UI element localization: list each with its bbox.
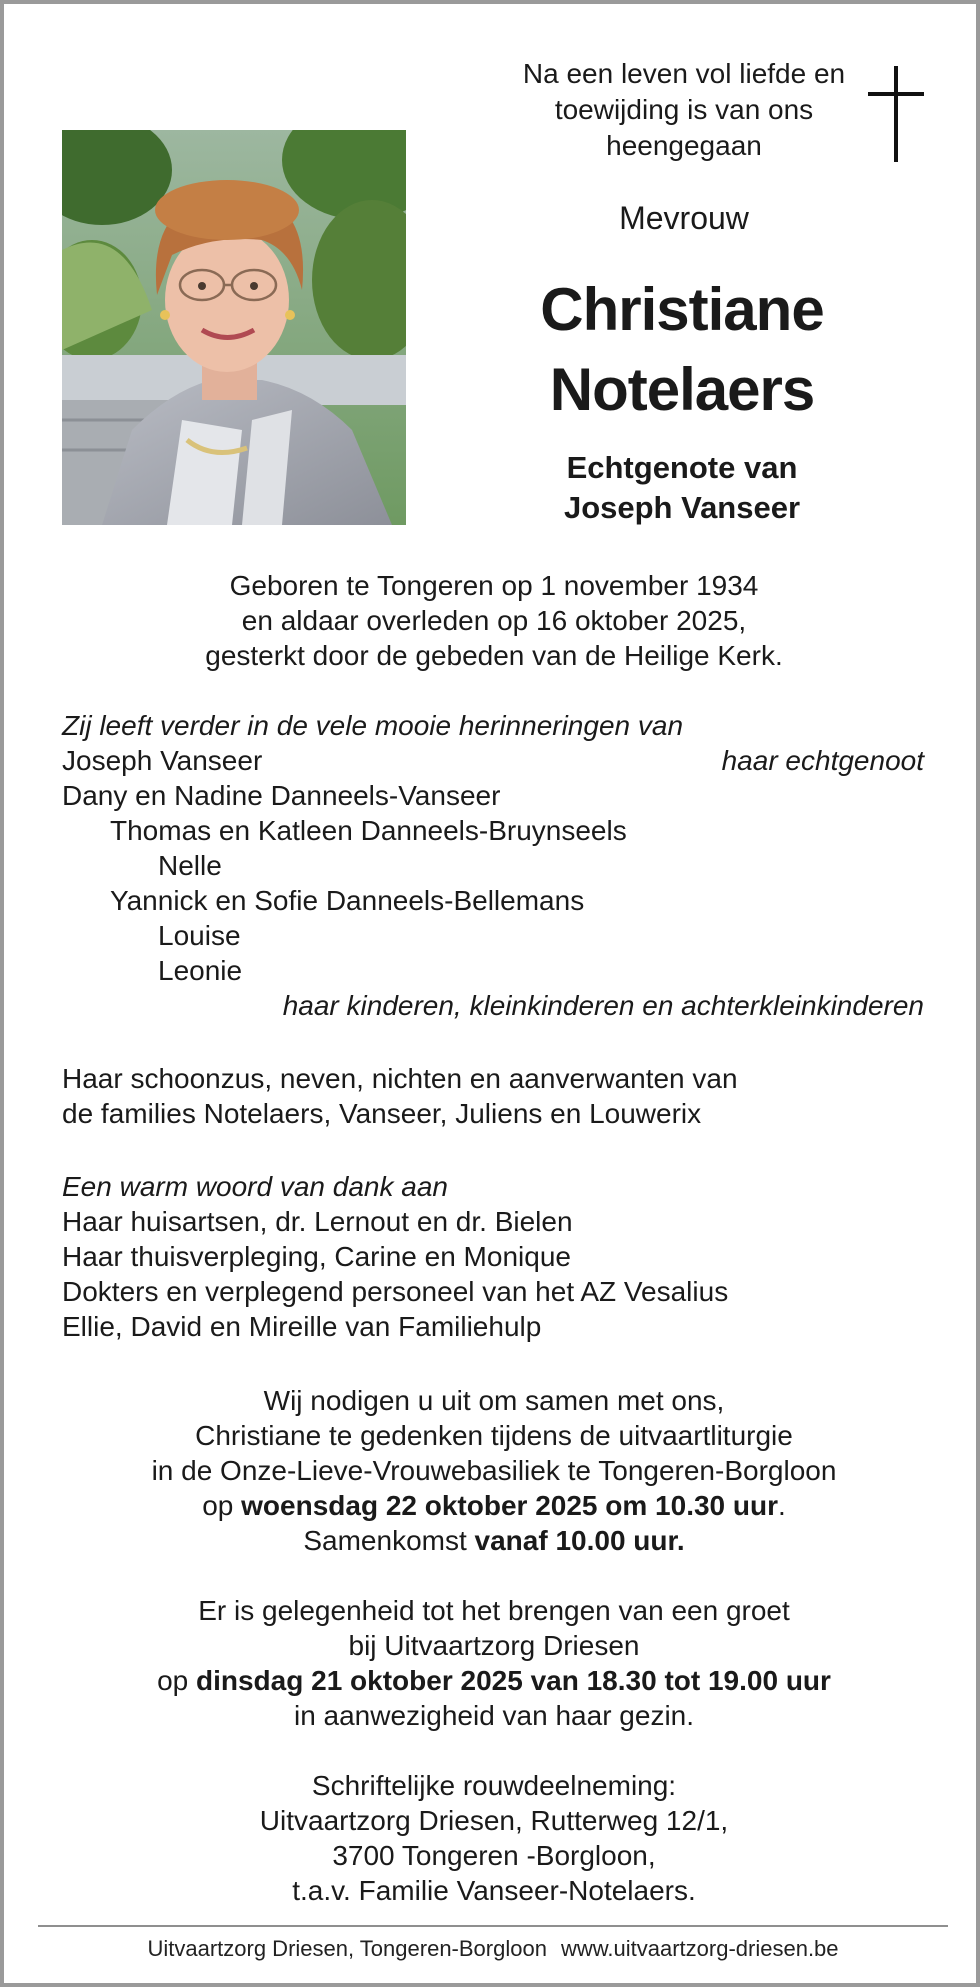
visitation-line: bij Uitvaartzorg Driesen xyxy=(348,1630,640,1661)
text-prefix: Samenkomst xyxy=(303,1525,475,1556)
thanks-line: Dokters en verplegend personeel van het AZ Vesalius xyxy=(62,1276,729,1307)
birth-line: Geboren te Tongeren op 1 november 1934 xyxy=(229,570,759,601)
condolence-line: 3700 Tongeren -Borgloon, xyxy=(332,1840,656,1871)
family-member: Louise xyxy=(158,920,241,951)
last-name: Notelaers xyxy=(549,356,815,423)
visitation-line: in aanwezigheid van haar gezin. xyxy=(293,1700,695,1731)
portrait-photo xyxy=(62,130,406,525)
relatives-line: de families Notelaers, Vanseer, Juliens en Louwerix xyxy=(62,1098,702,1129)
condolence-line: Uitvaartzorg Driesen, Rutterweg 12/1, xyxy=(259,1805,729,1836)
relatives-section xyxy=(62,1061,942,1131)
condolence-line: t.a.v. Familie Vanseer-Notelaers. xyxy=(292,1875,696,1906)
deceased-name xyxy=(482,270,882,430)
funeral-invitation xyxy=(44,1383,944,1558)
text-suffix: . xyxy=(778,1490,786,1521)
family-member: Leonie xyxy=(158,955,243,986)
relation-label: haar kinderen, kleinkinderen en achterkleinkinderen xyxy=(282,990,924,1021)
death-line: en aldaar overleden op 16 oktober 2025, xyxy=(241,605,747,636)
spouse-row xyxy=(62,743,924,778)
thanks-heading: Een warm woord van dank aan xyxy=(62,1171,448,1202)
visitation-line: Er is gelegenheid tot het brengen van een groet xyxy=(198,1595,790,1626)
relatives-line: Haar schoonzus, neven, nichten en aanverwanten van xyxy=(62,1063,738,1094)
spouse-info xyxy=(482,448,882,528)
intro-line: toewijding is van ons xyxy=(554,94,814,125)
intro-line: Na een leven vol liefde en xyxy=(522,58,846,89)
thanks-section xyxy=(62,1169,942,1344)
spouse-label: Echtgenote van xyxy=(566,450,798,485)
church-line: gesterkt door de gebeden van de Heilige Kerk. xyxy=(205,640,783,671)
intro-text xyxy=(424,56,944,164)
text-prefix: op xyxy=(202,1490,242,1521)
first-name: Christiane xyxy=(540,276,824,343)
thanks-line: Haar huisartsen, dr. Lernout en dr. Bielen xyxy=(62,1206,573,1237)
intro-line: heengegaan xyxy=(606,130,762,161)
text-prefix: op xyxy=(157,1665,196,1696)
salutation: Mevrouw xyxy=(619,200,749,236)
relation-label: haar echtgenoot xyxy=(721,745,924,776)
family-member: Nelle xyxy=(158,850,222,881)
family-member: Dany en Nadine Danneels-Vanseer xyxy=(62,780,501,811)
thanks-line: Haar thuisverpleging, Carine en Monique xyxy=(62,1241,571,1272)
visitation-info xyxy=(44,1593,944,1733)
family-member: Joseph Vanseer xyxy=(62,745,263,776)
visitation-date-line xyxy=(44,1663,944,1698)
invitation-line: Wij nodigen u uit om samen met ons, xyxy=(263,1385,725,1416)
condolence-address xyxy=(44,1768,944,1908)
family-heading: Zij leeft verder in de vele mooie herinneringen van xyxy=(62,710,684,741)
invitation-line: Christiane te gedenken tijdens de uitvaartliturgie xyxy=(195,1420,793,1451)
gathering-time: vanaf 10.00 uur. xyxy=(474,1525,685,1556)
condolence-line: Schriftelijke rouwdeelneming: xyxy=(311,1770,677,1801)
thanks-line: Ellie, David en Mireille van Familiehulp xyxy=(62,1311,542,1342)
birth-death-info xyxy=(64,568,924,673)
family-member: Thomas en Katleen Danneels-Bruynseels xyxy=(110,815,627,846)
family-member: Yannick en Sofie Danneels-Bellemans xyxy=(110,885,585,916)
funeral-date-line xyxy=(44,1488,944,1523)
family-section xyxy=(62,708,942,1023)
funeral-date: woensdag 22 oktober 2025 om 10.30 uur xyxy=(241,1490,779,1521)
spouse-name: Joseph Vanseer xyxy=(563,490,801,525)
footer-company: Uitvaartzorg Driesen, Tongeren-Borgloon xyxy=(147,1936,547,1961)
footer xyxy=(38,1934,948,1964)
gathering-line xyxy=(44,1523,944,1558)
footer-divider xyxy=(38,1925,948,1927)
invitation-line: in de Onze-Lieve-Vrouwebasiliek te Tongeren-Borgloon xyxy=(151,1455,837,1486)
visitation-date: dinsdag 21 oktober 2025 van 18.30 tot 19.00 uur xyxy=(196,1665,831,1696)
footer-website-link[interactable]: www.uitvaartzorg-driesen.be xyxy=(560,1936,839,1961)
